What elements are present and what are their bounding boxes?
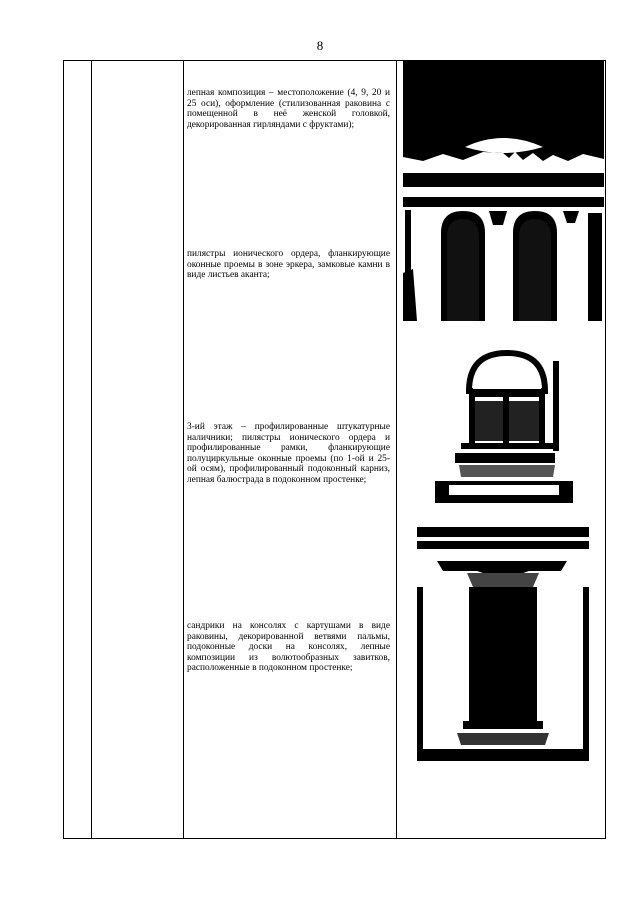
arched-windows-photo-icon — [403, 173, 604, 321]
element-description-4: сандрики на консолях с картушами в виде раковины, декорированной ветвями пальмы, подоконные доски на консолях, лепные композиции из волютообразных завитков, расположенные в подоконном простенке; — [187, 621, 390, 674]
column-divider-2 — [183, 61, 184, 838]
column-divider-1 — [91, 61, 92, 838]
facade-stucco-photo-icon — [403, 61, 604, 164]
semicircular-window-photo-icon — [435, 331, 573, 503]
element-description-2: пилястры ионического ордера, фланкирующие оконные проемы в зоне эркера, замковые камни в виде листьев аканта; — [187, 249, 390, 281]
element-description-3: 3-ий этаж – профилированные штукатурные наличники; пилястры ионического ордера и профилированные рамки, фланкирующие полуциркульные оконные проемы (по 1-ой и 25-ой осям), профилированный подоконный карниз, лепная балюстрада в подоконном простенке; — [187, 422, 390, 485]
page-number: 8 — [316, 38, 324, 53]
window-sandrik-photo-icon — [417, 527, 589, 761]
element-description-1: лепная композиция – местоположение (4, 9, 20 и 25 оси), оформление (стилизованная раковина с помещенной в неё женской головкой, декорированная гирляндами с фруктами); — [187, 88, 390, 130]
column-divider-3 — [396, 61, 397, 838]
monument-table — [63, 60, 606, 839]
